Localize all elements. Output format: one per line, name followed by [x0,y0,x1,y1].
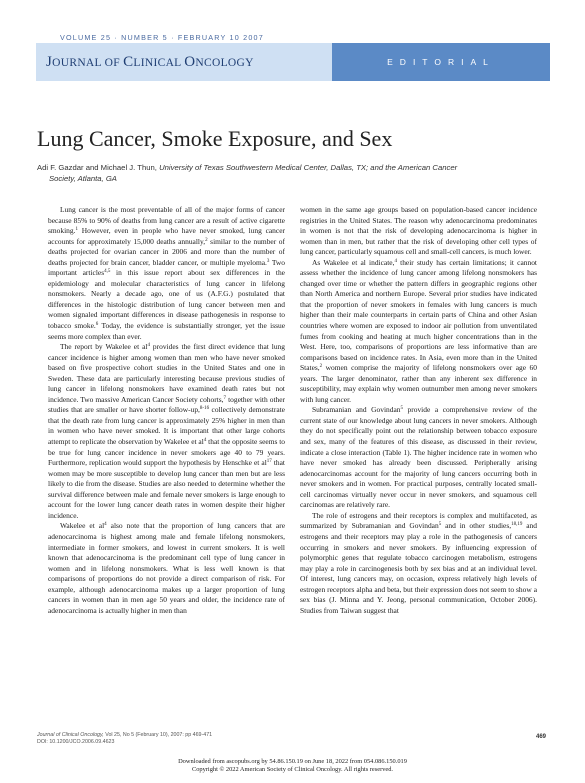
download-line: Downloaded from ascopubs.org by 54.86.150.19 on June 18, 2022 from 054.086.150.019 [178,758,407,765]
journal-word: NCOLOGY [195,56,254,69]
citation-journal: Journal of Clinical Oncology, [37,732,104,738]
download-notice [0,758,585,774]
author-line [37,163,557,184]
author-names: Adi F. Gazdar and Michael J. Thun, [37,163,157,172]
citation-line [37,732,212,739]
page-number: 469 [536,734,547,740]
body-paragraph: As Wakelee et al indicate,$^4$ their study has certain limitations; it cannot assess whether the incidence of lung cancer among lifelong nonsmokers has changed over time or whether the pattern differs in geographic regions other than North America and northern Europe. Several prior studies have indicated that the proportion of never smokers in females with lung cancers is much higher than their male counterparts in certain parts of China and other Asian countries where women are exposed to indoor air pollution from unventilated fumes from cooking and heating at much higher concentrations than in the West. Here, too, comparisons of proportions are less informative than are comparisons based on incidence rates. In Asia, even more than in the United States,$^2$ women comprise the majority of lifelong nonsmokers over age 60 years. The larger denominator, rather than any inherent sex difference in susceptibility, may explain why women outnumber men among never smokers with lung cancer. [300,257,537,404]
body-column-right [300,205,537,616]
author-affiliation: University of Texas Southwestern Medical Center, Dallas, TX; and the American Cancer [159,163,458,172]
body-paragraph: Wakelee et $al^4$ also note that the proportion of lung cancers that are adenocarcinoma is highest among male and female lifelong nonsmokers, intermediate in former smokers, and lowest in current smokers. It is well known that adenocarcinoma is the predominant cell type of lung cancer in women and in lifelong nonsmokers. What is less well known is that comparisons of proportions do not provide a direct comparison of risk. For example, although adenocarcinoma makes up a larger proportion of lung cancers in women than in men age 50 years and older, the incidence rate of adenocarcinoma is actually higher in men than [48,521,285,615]
journal-name [46,54,254,71]
body-paragraph: Lung cancer is the most preventable of all of the major forms of cancer because 85% to 90% of deaths from lung cancer are a result of active cigarette smoking.$^1$ However, even in people who have never smoked, lung cancer accounts for approximately 15,000 deaths annually,$^2$ similar to the number of deaths projected for ovarian cancer in 2006 and more than the number of deaths projected for brain cancer, bladder cancer, or multiple myeloma.$^3$ Two important articles$^{4,5}$ in this issue report about sex differences in the epidemiology and molecular characteristics of lung cancer in lifelong nonsmokers. Nearly a decade ago, one of us (A.F.G.) postulated that differences in the histologic distribution of lung cancer between men and women signaled important differences in disease pathogenesis in response to tobacco smoke.$^6$ Today, the evidence is substantially stronger, yet the issue seems more complex than ever. [48,205,286,341]
citation-footer [37,732,212,746]
journal-initial: J [46,53,53,70]
article-title: Lung Cancer, Smoke Exposure, and Sex [37,126,393,151]
body-column-left [48,205,285,616]
doi-line: DOI: 10.1200/JCO.2006.09.4623 [37,738,115,745]
journal-word: LINICAL [133,56,185,69]
copyright-line: Copyright © 2022 American Society of Clinical Oncology. All rights reserved. [191,766,394,773]
issue-line: VOLUME 25 · NUMBER 5 · FEBRUARY 10 2007 [60,33,264,42]
journal-initial: C [123,53,134,70]
body-paragraph: The report by Wakelee et $al^4$ provides the first direct evidence that lung cancer incidence is higher among women than men who have never smoked based on five prospective cohort studies in the United States and one in Sweden. These data are particularly interesting because previous studies of lung cancer in lifelong nonsmokers have examined death rates but not incidence. Two massive American Cancer Society cohorts,$^7$ together with other studies that are smaller or have shorter follow-up,$^{8-16}$ collectively demonstrate that the death rate from lung cancer is approximately 25% higher in men than in women who have never smoked. It is important that other large cohorts attempt to replicate the observation by Wakelee et $al^4$ that the opposite seems to be true for lung cancer incidence in never smokers age 40 to 79 years. Furthermore, replication would support the hypothesis by Henschke et $al^{17}$ that women may be more susceptible to develop lung cancer than men but are less likely to die from the disease. Studies are also needed to determine whether the survival difference between male and female never smokers is large enough to account for the lower lung cancer death rates in women despite their higher incidence. [48,342,286,520]
journal-banner [36,43,550,81]
body-paragraph: Subramanian and Govindan$^5$ provide a comprehensive review of the current state of our knowledge about lung cancers in never smokers. Although they do not specifically point out the relationship between tobacco exposure and sex, many of the features of this disease, as discussed in their review, indicate a close interaction (Table 1). The higher incidence rate in women who have never smoked has already been discussed. Peripherally arising adenocarcinomas account for the majority of lung cancers occurring both in never smokers and in women. For practical purposes, centrally located small-cell carcinomas virtually never occur in never smokers, and squamous cell carcinomas are relatively rare. [300,405,537,510]
citation-volume: Vol 25, No 5 (February 10), 2007: pp 469-471 [103,732,213,738]
journal-word: OURNAL OF [52,56,124,69]
author-affiliation-cont: Society, Atlanta, GA [49,173,117,183]
journal-initial: O [184,53,196,70]
journal-name-panel [36,43,332,81]
section-label: EDITORIAL [387,57,495,67]
body-paragraph: women in the same age groups based on population-based cancer incidence registries in the United States. The reason why adenocarcinoma predominates in women is not that the risk of developing adenocarcinoma is higher in women than in men, but rather that the risk of developing other cell types of lung cancer, particularly squamous cell and small-cell cancers, is much lower. [300,205,537,257]
section-panel [332,43,550,81]
body-paragraph: The role of estrogens and their receptors is complex and multifaceted, as summarized by Subramanian and Govindan$^5$ and in other studies,$^{18,19}$ and estrogens and their receptors may play a role in the pathogenesis of cancers occurring in smokers and never smokers. By influencing expression of polymorphic genes that regulate tobacco carcinogen metabolism, estrogens may play a role in carcinogenesis both by sex bias and at an individual level. Of interest, lung cancers may, on occasion, express relatively high levels of estrogen receptors alpha and beta, but their expression does not seem to show a sex bias (J. Minna and Y. Jeong, personal communication, October 2006). Studies from Taiwan suggest that [300,510,537,615]
